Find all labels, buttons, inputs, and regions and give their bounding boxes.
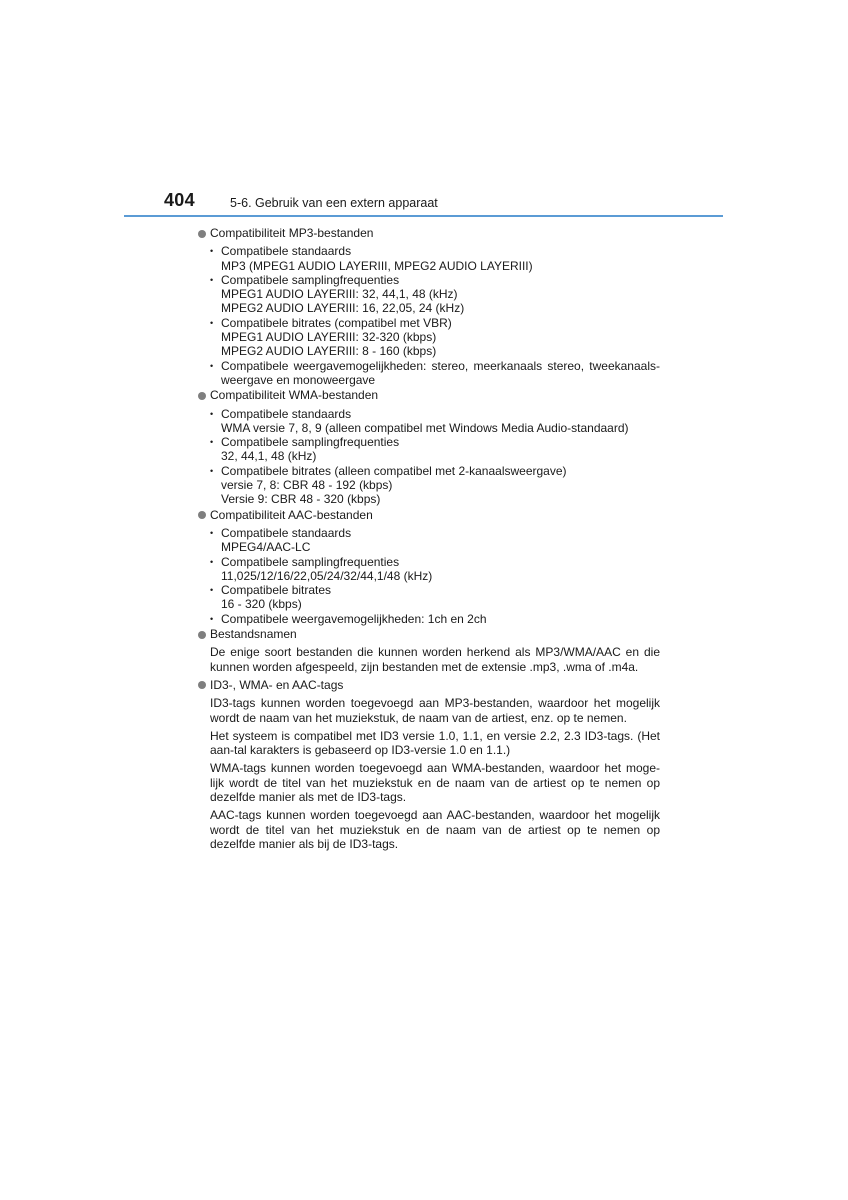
- item-label: Compatibele samplingfrequenties: [221, 435, 400, 450]
- section-aac: [198, 508, 660, 626]
- section-heading-label: Bestandsnamen: [210, 627, 297, 642]
- paragraph: WMA-tags kunnen worden toegevoegd aan WMA-bestanden, waardoor het moge-lijk wordt de titel van het muziekstuk en de naam van de artiest op te nemen op dezelfde manier als met de ID3-tags.: [210, 761, 660, 804]
- bullet-dot-icon: [198, 631, 206, 639]
- item-label: Compatibele weergavemogelijkheden: stereo, meerkanaals stereo, tweekanaals-weergave en monoweergave: [221, 358, 660, 387]
- section-mp3: [198, 226, 660, 387]
- sub-list: [208, 244, 660, 387]
- bullet-dot-icon: [198, 511, 206, 519]
- item-label: Compatibele samplingfrequenties: [221, 554, 400, 569]
- item-value: MPEG4/AAC-LC: [221, 540, 311, 555]
- item-value: MP3 (MPEG1 AUDIO LAYERIII, MPEG2 AUDIO LAYERIII): [221, 258, 533, 273]
- item-value: versie 7, 8: CBR 48 - 192 (kbps): [221, 478, 393, 493]
- paragraph: De enige soort bestanden die kunnen worden herkend als MP3/WMA/AAC en die kunnen worden afgespeeld, zijn bestanden met de extensie .mp3, .wma of .m4a.: [210, 645, 660, 674]
- item-value: 32, 44,1, 48 (kHz): [221, 449, 317, 464]
- list-item: [208, 359, 660, 388]
- list-item: [208, 273, 660, 316]
- list-item: [208, 583, 660, 612]
- small-bullet-icon: •: [210, 613, 214, 624]
- item-label: Compatibele standaards: [221, 406, 352, 421]
- item-label: Compatibele standaards: [221, 525, 352, 540]
- bullet-dot-icon: [198, 681, 206, 689]
- list-item: [208, 316, 660, 359]
- list-item: [208, 555, 660, 584]
- section-bestandsnamen: [198, 627, 660, 674]
- bullet-dot-icon: [198, 392, 206, 400]
- small-bullet-icon: •: [210, 360, 214, 371]
- small-bullet-icon: •: [210, 465, 214, 476]
- small-bullet-icon: •: [210, 274, 214, 285]
- paragraph: ID3-tags kunnen worden toegevoegd aan MP3-bestanden, waardoor het mogelijk wordt de naam van het muziekstuk, de naam van de artiest, enz. op te nemen.: [210, 696, 660, 725]
- section-heading: [198, 226, 660, 240]
- paragraph: AAC-tags kunnen worden toegevoegd aan AAC-bestanden, waardoor het mogelijk wordt de titel van het muziekstuk en de naam van de artiest op te nemen op dezelfde manier als bij de ID3-tags.: [210, 808, 660, 851]
- section-wma: [198, 388, 660, 506]
- list-item: [208, 526, 660, 555]
- small-bullet-icon: •: [210, 408, 214, 419]
- list-item: [208, 407, 660, 436]
- section-heading-label: Compatibiliteit WMA-bestanden: [210, 388, 379, 403]
- list-item: [208, 435, 660, 464]
- item-label: Compatibele bitrates: [221, 583, 332, 598]
- item-value: 16 - 320 (kbps): [221, 597, 302, 612]
- item-value: MPEG2 AUDIO LAYERIII: 8 - 160 (kbps): [221, 344, 437, 359]
- header-rule: [124, 215, 723, 217]
- section-heading-label: Compatibiliteit MP3-bestanden: [210, 226, 374, 240]
- section-heading-label: Compatibiliteit AAC-bestanden: [210, 507, 373, 522]
- item-value: MPEG1 AUDIO LAYERIII: 32-320 (kbps): [221, 330, 437, 345]
- paragraph: Het systeem is compatibel met ID3 versie 1.0, 1.1, en versie 2.2, 2.3 ID3-tags. (Het aan-tal karakters is gebaseerd op ID3-versie 1.0 en 1.1.): [210, 728, 660, 758]
- small-bullet-icon: •: [210, 317, 214, 328]
- item-value: MPEG1 AUDIO LAYERIII: 32, 44,1, 48 (kHz): [221, 287, 458, 302]
- list-item: [208, 244, 660, 273]
- section-heading: [198, 508, 660, 522]
- item-value: MPEG2 AUDIO LAYERIII: 16, 22,05, 24 (kHz): [221, 301, 465, 316]
- item-value: Versie 9: CBR 48 - 320 (kbps): [221, 492, 381, 507]
- list-item: [208, 464, 660, 507]
- page-body: [198, 226, 660, 855]
- small-bullet-icon: •: [210, 527, 214, 538]
- item-label: Compatibele weergavemogelijkheden: 1ch en 2ch: [221, 611, 487, 626]
- section-heading: [198, 627, 660, 641]
- section-heading: [198, 388, 660, 402]
- section-heading-label: ID3-, WMA- en AAC-tags: [210, 677, 344, 692]
- small-bullet-icon: •: [210, 556, 214, 567]
- sub-list: [208, 526, 660, 626]
- section-title: 5-6. Gebruik van een extern apparaat: [230, 196, 438, 210]
- item-label: Compatibele standaards: [221, 244, 352, 259]
- item-value: 11,025/12/16/22,05/24/32/44,1/48 (kHz): [221, 568, 433, 583]
- item-label: Compatibele bitrates (compatibel met VBR): [221, 315, 452, 330]
- small-bullet-icon: •: [210, 585, 214, 596]
- item-label: Compatibele bitrates (alleen compatibel met 2-kanaalsweergave): [221, 463, 567, 478]
- page-number: 404: [164, 190, 195, 210]
- item-label: Compatibele samplingfrequenties: [221, 272, 400, 287]
- bullet-dot-icon: [198, 230, 206, 238]
- list-item: [208, 612, 660, 626]
- small-bullet-icon: •: [210, 246, 214, 257]
- section-tags: [198, 678, 660, 851]
- page-header: [164, 190, 724, 218]
- item-value: WMA versie 7, 8, 9 (alleen compatibel met Windows Media Audio-standaard): [221, 420, 629, 435]
- small-bullet-icon: •: [210, 437, 214, 448]
- section-heading: [198, 678, 660, 692]
- sub-list: [208, 407, 660, 507]
